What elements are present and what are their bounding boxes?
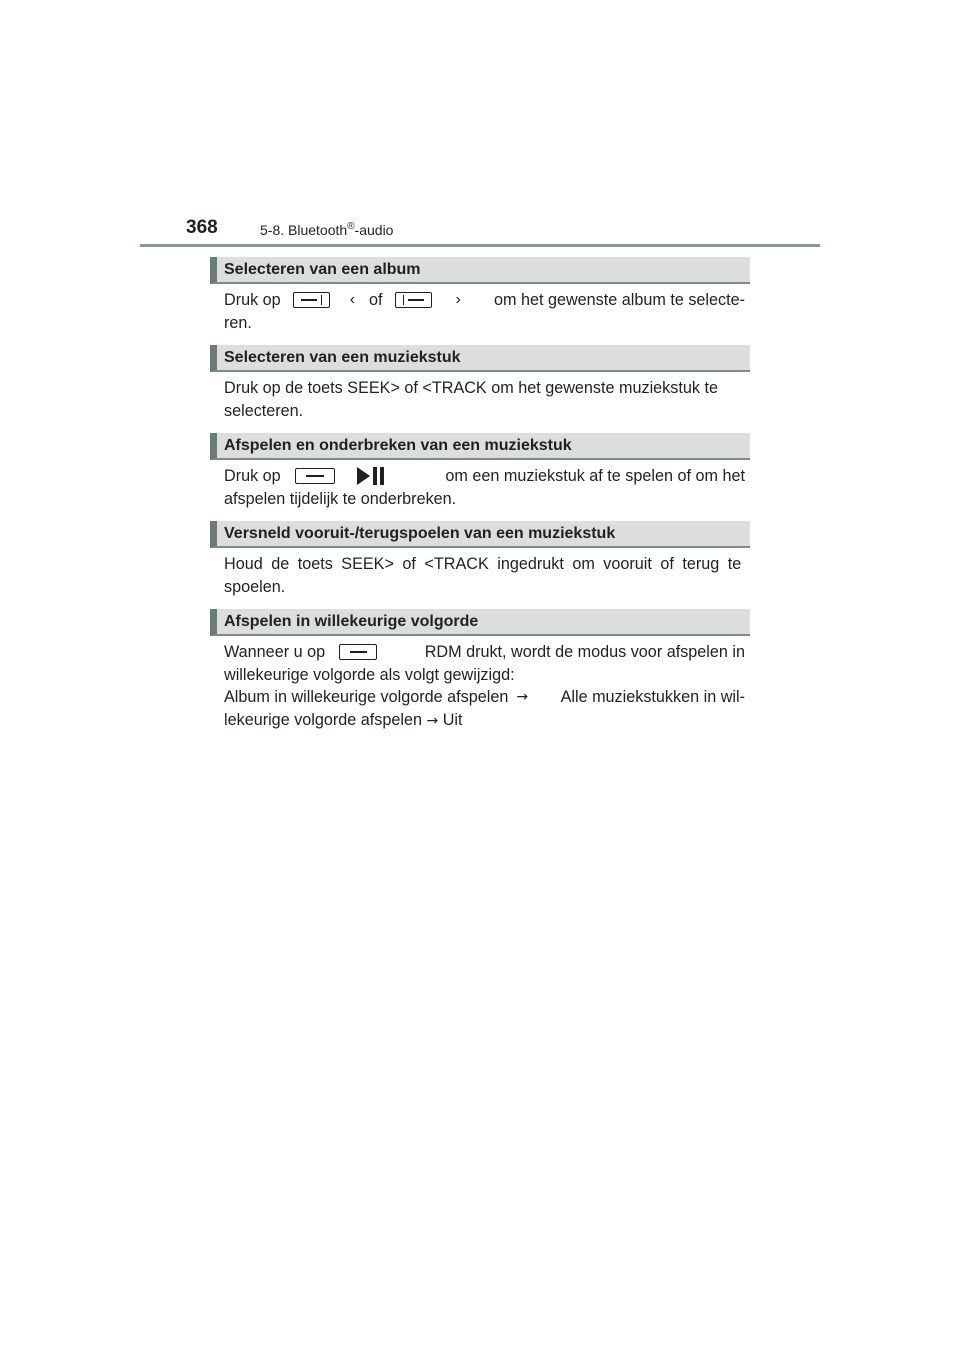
page-number: 368 bbox=[186, 217, 218, 238]
arrow-right-icon: → bbox=[426, 712, 439, 729]
album-down-button-icon bbox=[293, 292, 330, 308]
chevron-left-icon: ‹ bbox=[349, 291, 356, 308]
paragraph-play-pause: Druk op om een muziekstuk af te spelen of om het afspelen tijdelijk te onderbreken. bbox=[224, 467, 745, 508]
album-up-button-icon bbox=[395, 292, 432, 308]
heading-fast-forward-rewind: Versneld vooruit-/terugspoelen van een muziekstuk bbox=[210, 521, 750, 548]
paragraph-select-album: Druk op ‹ of › om het gewenste album te selecte- ren. bbox=[224, 291, 745, 332]
random-button-icon bbox=[339, 644, 377, 660]
paragraph-fast-forward-rewind: Houd de toets SEEK> of <TRACK ingedrukt om vooruit of terug te spoelen. bbox=[224, 555, 742, 596]
chevron-right-icon: › bbox=[455, 291, 461, 308]
arrow-right-icon: → bbox=[516, 689, 529, 705]
section-title: 5-8. Bluetooth®-audio bbox=[260, 221, 394, 238]
heading-select-album: Selecteren van een album bbox=[210, 257, 750, 284]
play-pause-icon bbox=[357, 467, 385, 485]
page-header bbox=[186, 214, 818, 242]
paragraph-random-play: Wanneer u op RDM drukt, wordt de modus voor afspelen in willekeurige volgorde als volgt gewijzigd: Album in willekeurige volgorde afspelen → Alle muziekstukken in wil- lekeurige volgorde afspelen → Uit bbox=[224, 643, 745, 729]
heading-play-pause: Afspelen en onderbreken van een muziekstuk bbox=[210, 433, 750, 460]
paragraph-select-track: Druk op de toets SEEK> of <TRACK om het gewenste muziekstuk te selecteren. bbox=[224, 379, 718, 420]
play-button-icon bbox=[295, 468, 335, 484]
header-divider bbox=[140, 244, 820, 247]
heading-select-track: Selecteren van een muziekstuk bbox=[210, 345, 750, 372]
heading-random-play: Afspelen in willekeurige volgorde bbox=[210, 609, 750, 636]
